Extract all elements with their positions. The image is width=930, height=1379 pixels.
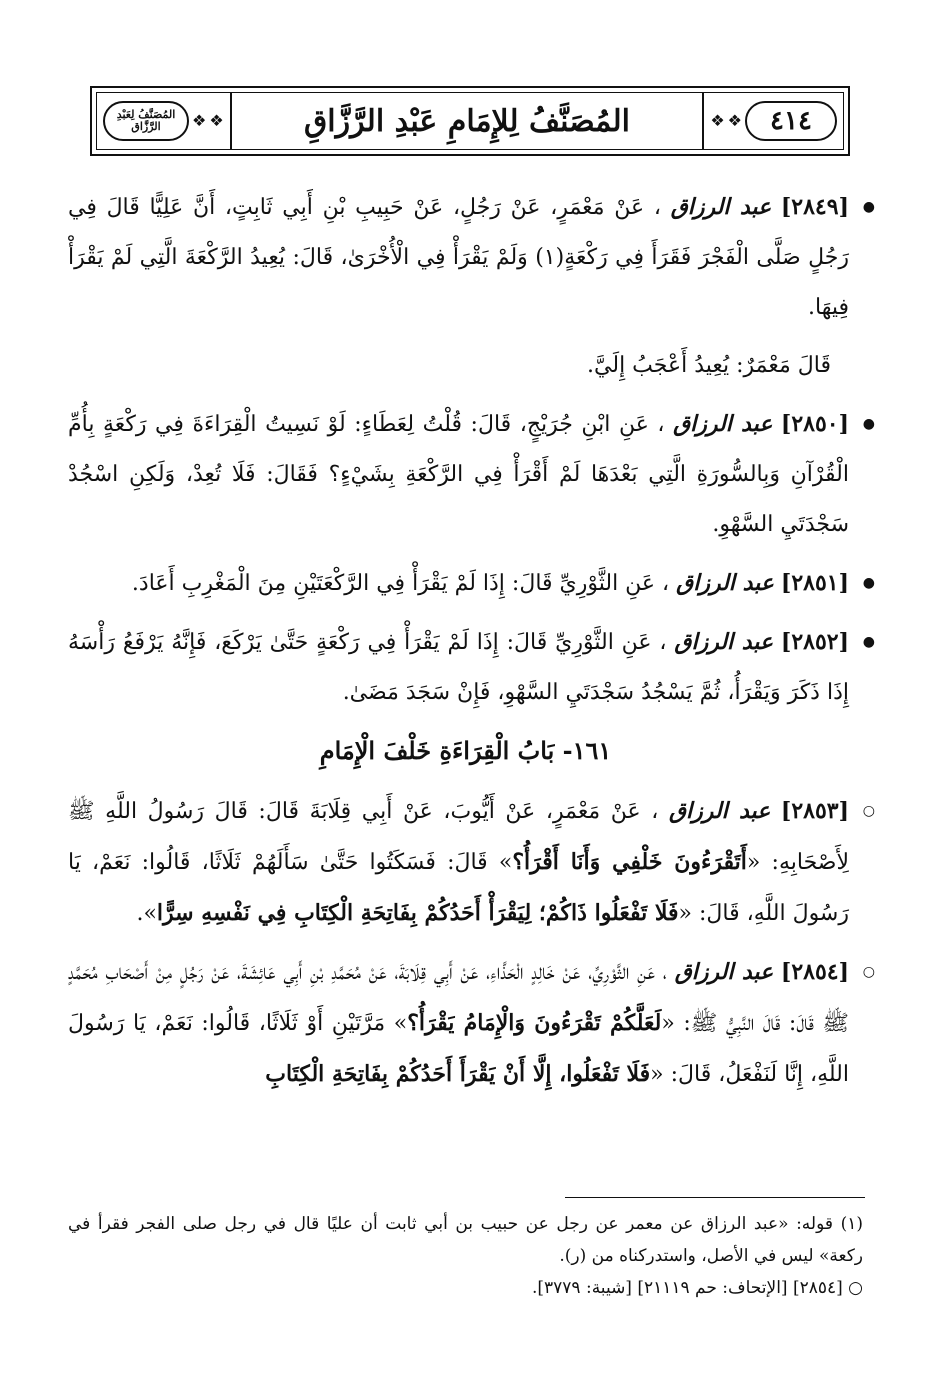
- hadith-text: ، عَنِ الثَّوْرِيِّ قَالَ: إِذَا لَمْ يَقْرَأْ فِي الرَّكْعَتَيْنِ مِنَ الْمَغْرِبِ أَعَادَ.: [131, 571, 670, 596]
- narrator-name: عبد الرزاق: [674, 959, 774, 985]
- narrator-name: عبد الرزاق: [668, 798, 771, 824]
- footnote-separator: [565, 1197, 865, 1198]
- comment-line: قَالَ مَعْمَرٌ: يُعِيدُ أَعْجَبُ إِلَيَّ.: [587, 353, 831, 378]
- hadith-number: [٢٨٤٩]: [780, 194, 849, 220]
- hadith-number: [٢٨٥٤]: [780, 959, 850, 985]
- page-number: ٤١٤: [745, 101, 837, 141]
- hadith-number: [٢٨٥١]: [780, 570, 849, 596]
- hadith-entry: [68, 617, 875, 718]
- entry-marker: ○: [862, 964, 875, 980]
- prophetic-quote: أَتَقْرَءُونَ خَلْفِي وَأَنَا أَقْرَأُ؟: [512, 849, 747, 875]
- hadith-entry: [68, 558, 875, 609]
- entry-marker: ●: [862, 634, 875, 650]
- hadith-number: [٢٨٥٠]: [780, 411, 850, 437]
- narrator-name: عبد الرزاق: [670, 194, 772, 220]
- hadith-entry: [68, 182, 875, 333]
- hadith-text: ، عَنْ مَعْمَرٍ، عَنْ رَجُلٍ، عَنْ حَبِيبِ بْنِ أَبِي ثَابِتٍ، أَنَّ عَلِيًّا قَالَ فِي رَجُلٍ صَلَّى الْفَجْرَ فَقَرَأَ فِي رَكْعَةٍ(١) وَلَمْ يَقْرَأْ فِي الْأُخْرَىٰ، قَالَ: يُعِيدُ الرَّكْعَةَ الَّتِي لَمْ يَقْرَأْ فِيهَا.: [68, 195, 849, 320]
- book-emblem: المُصَنَّفُ لِعَبْدِ الرَّزَّاق: [103, 101, 189, 141]
- prophetic-quote: فَلَا تَفْعَلُوا ذَاكُمْ؛ لِيَقْرَأْ أَحَدُكُمْ بِفَاتِحَةِ الْكِتَابِ فِي نَفْسِهِ سِرًّا: [156, 900, 679, 926]
- hadith-entry: [68, 786, 875, 939]
- entry-marker: ●: [862, 416, 875, 432]
- entry-marker: ●: [862, 575, 875, 591]
- header-frame: [96, 92, 844, 150]
- hadith-text: ، عَنِ الثَّوْرِيِّ، عَنْ خَالِدٍ الْحَذَّاءِ، عَنْ أَبِي قِلَابَةَ، عَنْ مُحَمَّدِ بْنِ أَبِي عَائِشَةَ، عَنْ رَجُلٍ مِنْ أَصْحَابِ مُحَمَّدٍ ﷺ قَالَ: قَالَ النَّبِيُّ ﷺ: «: [68, 960, 849, 1036]
- chapter-heading: ١٦١- بَابُ الْقِرَاءَةِ خَلْفَ الْإِمَامِ: [319, 736, 612, 765]
- narrator-name: عبد الرزاق: [676, 570, 774, 596]
- running-title: المُصَنَّفُ لِلإِمَامِ عَبْدِ الرَّزَّاقِ: [230, 93, 705, 149]
- main-text: [68, 182, 875, 1108]
- ornament-icon: ❖: [727, 111, 742, 130]
- prophetic-quote: فَلَا تَفْعَلُوا، إِلَّا أَنْ يَقْرَأَ أَحَدُكُمْ بِفَاتِحَةِ الْكِتَابِ: [265, 1061, 651, 1087]
- narrator-name: عبد الرزاق: [674, 629, 774, 655]
- ornament-icon: ❖: [192, 111, 207, 130]
- prophetic-quote: لَعَلَّكُمْ تَقْرَءُونَ وَالْإِمَامُ يَقْرَأُ؟: [407, 1010, 662, 1036]
- narrator-name: عبد الرزاق: [673, 411, 773, 437]
- hadith-number: [٢٨٥٣]: [780, 798, 849, 824]
- hadith-text: ، عَنِ الثَّوْرِيِّ قَالَ: إِذَا لَمْ يَقْرَأْ فِي رَكْعَةٍ حَتَّىٰ يَرْكَعَ، فَإِنَّهُ يَرْفَعُ رَأْسَهُ إِذَا ذَكَرَ وَيَقْرَأُ، ثُمَّ يَسْجُدُ سَجْدَتَيِ السَّهْوِ، فَإِنْ سَجَدَ مَضَىٰ.: [68, 630, 849, 705]
- hadith-text: » قَالَ: فَسَكَتُوا حَتَّىٰ سَأَلَهُمْ ثَلَاثًا، قَالُوا: نَعَمْ، يَا رَسُولَ اللَّهِ، قَالَ: «: [68, 850, 849, 926]
- header-right-ornament: [704, 101, 843, 141]
- page-header: [90, 86, 850, 156]
- footnote-1: (١) قوله: «عبد الرزاق عن معمر عن رجل عن حبيب بن أبي ثابت أن عليًا قال في رجل صلى الفجر فقرأ في ركعة» ليس في الأصل، واستدركناه من (ر).: [68, 1214, 863, 1266]
- hadith-text: ، عَنِ ابْنِ جُرَيْجٍ، قَالَ: قُلْتُ لِعَطَاءٍ: لَوْ نَسِيتُ الْقِرَاءَةَ فِي رَكْعَةٍ بِأُمِّ الْقُرْآنِ وَبِالسُّورَةِ الَّتِي بَعْدَهَا لَمْ أَقْرَأْ فِي الرَّكْعَةِ بِشَيْءٍ؟ فَقَالَ: فَلَا تُعِدْ، وَلَكِنِ اسْجُدْ سَجْدَتَيِ السَّهْوِ.: [68, 412, 849, 537]
- hadith-entry: [68, 947, 875, 1100]
- footnotes: [68, 1208, 863, 1304]
- hadith-text: ، عَنْ مَعْمَرٍ، عَنْ أَيُّوبَ، عَنْ أَبِي قِلَابَةَ قَالَ: قَالَ رَسُولُ اللَّهِ ﷺ لِأَصْحَابِهِ: «: [68, 799, 849, 875]
- entry-marker: ●: [862, 199, 875, 215]
- hadith-entry: [68, 399, 875, 550]
- hadith-text: ».: [136, 901, 157, 926]
- ornament-icon: ❖: [209, 111, 224, 130]
- header-left-ornament: [97, 101, 230, 141]
- entry-marker: ○: [862, 803, 875, 819]
- footnote-2: ○ [٢٨٥٤] [الإتحاف: حم ٢١١١٩] [شيبة: ٣٧٧٩].: [531, 1278, 863, 1298]
- hadith-text: » مَرَّتَيْنِ أَوْ ثَلَاثًا، قَالُوا: نَعَمْ، يَا رَسُولَ اللَّهِ، إِنَّا لَنَفْعَلُ، قَالَ: «: [68, 1011, 849, 1087]
- ornament-icon: ❖: [710, 111, 725, 130]
- hadith-number: [٢٨٥٢]: [780, 629, 850, 655]
